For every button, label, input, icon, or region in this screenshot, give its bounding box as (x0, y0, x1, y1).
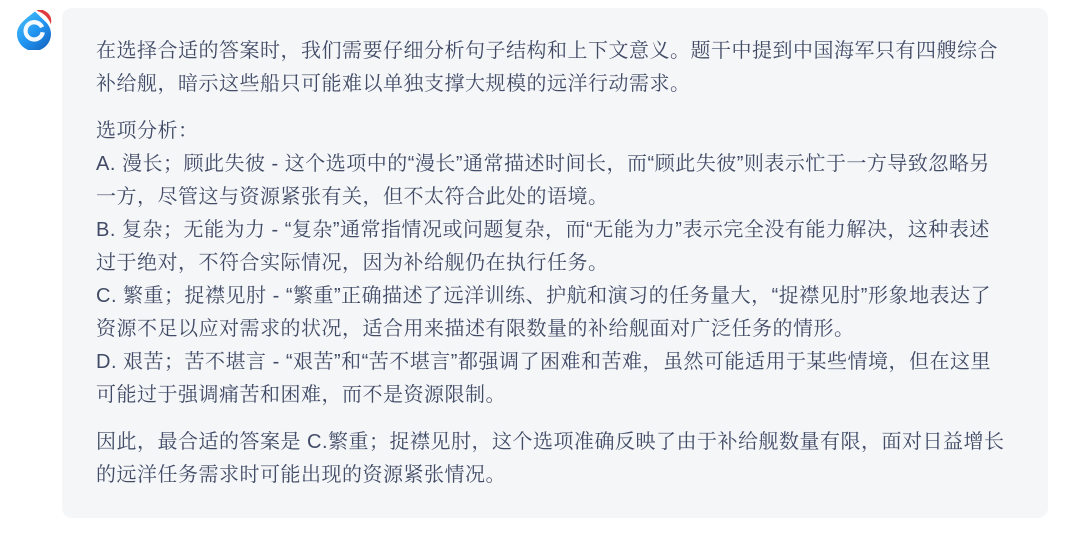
option-analysis-d: D. 艰苦；苦不堪言 - “艰苦”和“苦不堪言”都强调了困难和苦难，虽然可能适用于某些情境，但在这里可能过于强调痛苦和困难，而不是资源限制。 (96, 351, 991, 406)
option-analysis-a: A. 漫长；顾此失彼 - 这个选项中的“漫长”通常描述时间长，而“顾此失彼”则表示忙于一方导致忽略另一方，尽管这与资源紧张有关，但不太符合此处的语境。 (96, 153, 990, 208)
spark-logo-icon (14, 10, 54, 50)
assistant-message-bubble (62, 8, 1048, 518)
option-analysis-b: B. 复杂；无能为力 - “复杂”通常指情况或问题复杂，而“无能为力”表示完全没有能力解决，这种表述过于绝对，不符合实际情况，因为补给舰仍在执行任务。 (96, 219, 990, 274)
analysis-heading: 选项分析： (96, 120, 199, 142)
assistant-avatar (14, 10, 54, 50)
message-conclusion: 因此，最合适的答案是 C.繁重；捉襟见肘，这个选项准确反映了由于补给舰数量有限，面对日益增长的远洋任务需求时可能出现的资源紧张情况。 (96, 431, 1005, 486)
message-intro: 在选择合适的答案时，我们需要仔细分析句子结构和上下文意义。题干中提到中国海军只有四艘综合补给舰，暗示这些船只可能难以单独支撑大规模的远洋行动需求。 (96, 40, 998, 95)
options-analysis (96, 115, 1010, 412)
option-analysis-c: C. 繁重；捉襟见肘 - “繁重”正确描述了远洋训练、护航和演习的任务量大，“捉襟见肘”形象地表达了资源不足以应对需求的状况，适合用来描述有限数量的补给舰面对广泛任务的情形。 (96, 285, 991, 340)
